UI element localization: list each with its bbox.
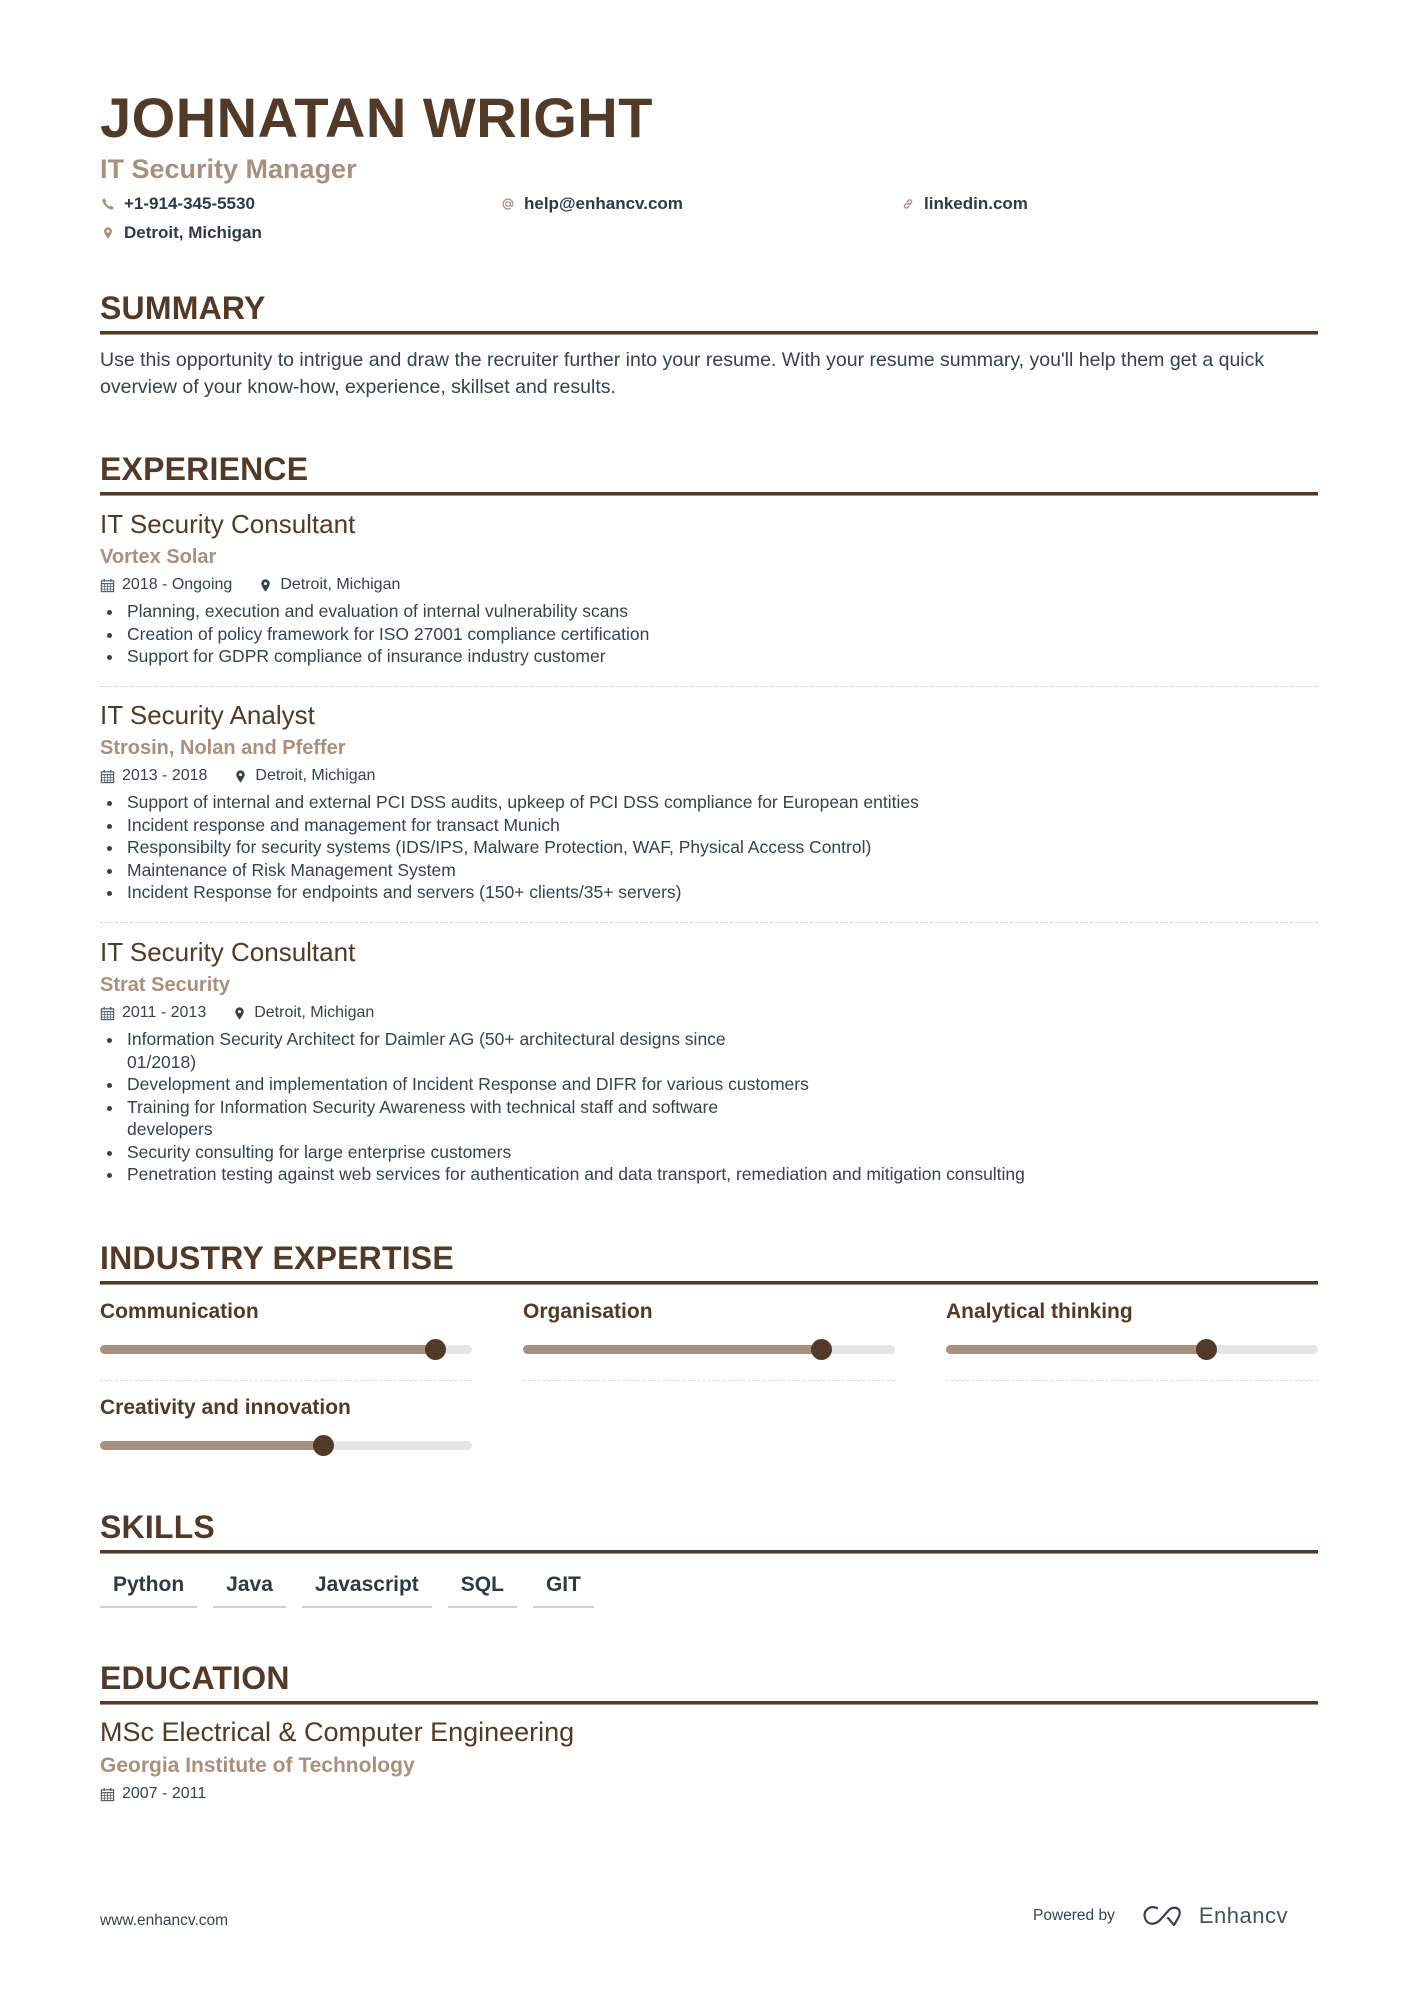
- bullet-item: Incident Response for endpoints and servers (150+ clients/35+ servers): [100, 881, 1318, 904]
- company-name: Vortex Solar: [100, 546, 217, 568]
- bullet-item: Incident response and management for transact Munich: [100, 814, 1318, 837]
- bullet-item: Support for GDPR compliance of insurance industry customer: [100, 645, 1318, 668]
- experience-entry: [100, 699, 1318, 904]
- expertise-item-communication: [100, 1299, 472, 1354]
- skills-list: [100, 1572, 1318, 1608]
- footer-branding: [1033, 1903, 1288, 1929]
- job-meta: [100, 1002, 1318, 1024]
- bullet-item: Security consulting for large enterprise customers: [100, 1141, 740, 1164]
- entry-divider: [100, 1380, 472, 1381]
- location-pin-icon: [233, 769, 248, 784]
- job-title: IT Security Consultant: [100, 937, 356, 967]
- calendar-icon: [100, 1006, 115, 1021]
- expertise-level-bar: [946, 1345, 1318, 1354]
- entry-divider: [100, 922, 1318, 923]
- bullet-item: Creation of policy framework for ISO 27001 compliance certification: [100, 623, 1318, 646]
- job-location: Detroit, Michigan: [233, 765, 375, 787]
- bullet-item: Maintenance of Risk Management System: [100, 859, 1318, 882]
- section-divider: [100, 492, 1318, 496]
- bullet-item: Responsibilty for security systems (IDS/IPS, Malware Protection, WAF, Physical Access Control): [100, 836, 1318, 859]
- bullet-item: Support of internal and external PCI DSS audits, upkeep of PCI DSS compliance for European entities: [100, 791, 1318, 814]
- contact-linkedin[interactable]: linkedin.com: [900, 193, 1028, 215]
- section-divider: [100, 1701, 1318, 1705]
- candidate-title: IT Security Manager: [100, 154, 357, 184]
- expertise-section: [100, 1239, 1318, 1285]
- bullet-item: Penetration testing against web services for authentication and data transport, remediation and mitigation consulting: [100, 1163, 1318, 1186]
- expertise-level-knob: [313, 1435, 334, 1456]
- expertise-level-knob: [811, 1339, 832, 1360]
- entry-divider: [523, 1380, 895, 1381]
- calendar-icon: [100, 578, 115, 593]
- calendar-icon: [100, 769, 115, 784]
- job-title: IT Security Consultant: [100, 509, 356, 539]
- job-meta: [100, 574, 1318, 596]
- location-pin-icon: [258, 578, 273, 593]
- enhancv-logo-icon: [1141, 1903, 1189, 1929]
- section-divider: [100, 331, 1318, 335]
- contact-location: Detroit, Michigan: [100, 222, 262, 244]
- skill-tag: Java: [213, 1572, 286, 1608]
- section-heading: EXPERIENCE: [100, 451, 309, 487]
- expertise-label: Analytical thinking: [946, 1300, 1133, 1323]
- link-icon: [900, 196, 916, 212]
- job-location: Detroit, Michigan: [258, 574, 400, 596]
- job-dates: 2011 - 2013: [100, 1002, 206, 1024]
- summary-text: Use this opportunity to intrigue and draw the recruiter further into your resume. With your resume summary, you'll help them get a quick overview of your know-how, experience, skillset and results.: [100, 349, 1265, 398]
- skill-tag: Python: [100, 1572, 197, 1608]
- job-dates: 2013 - 2018: [100, 765, 207, 787]
- expertise-item-organisation: [523, 1299, 895, 1354]
- job-bullets: [100, 1028, 1025, 1186]
- contact-phone: +1-914-345-5530: [100, 193, 255, 215]
- location-pin-icon: [232, 1006, 247, 1021]
- skill-tag: SQL: [448, 1572, 517, 1608]
- education-meta: [100, 1783, 1318, 1805]
- expertise-level-bar: [100, 1345, 472, 1354]
- section-heading: EDUCATION: [100, 1660, 290, 1696]
- experience-section: [100, 450, 1318, 496]
- expertise-item-creativity: [100, 1395, 472, 1450]
- calendar-icon: [100, 1787, 115, 1802]
- job-bullets: [100, 791, 1318, 904]
- school-name: Georgia Institute of Technology: [100, 1754, 415, 1777]
- section-heading: SKILLS: [100, 1509, 215, 1545]
- section-divider: [100, 1550, 1318, 1554]
- education-dates: 2007 - 2011: [100, 1783, 206, 1805]
- entry-divider: [100, 686, 1318, 687]
- skill-tag: GIT: [533, 1572, 594, 1608]
- section-heading: INDUSTRY EXPERTISE: [100, 1240, 454, 1276]
- expertise-level-fill: [946, 1345, 1206, 1354]
- candidate-name: JOHNATAN WRIGHT: [100, 86, 653, 149]
- enhancv-logo[interactable]: Enhancv: [1141, 1903, 1288, 1929]
- expertise-label: Creativity and innovation: [100, 1396, 351, 1419]
- expertise-item-analytical-thinking: [946, 1299, 1318, 1354]
- entry-divider: [946, 1380, 1318, 1381]
- job-title: IT Security Analyst: [100, 700, 315, 730]
- skill-tag: Javascript: [302, 1572, 432, 1608]
- degree-title: MSc Electrical & Computer Engineering: [100, 1717, 575, 1747]
- skills-section: [100, 1508, 1318, 1608]
- job-location: Detroit, Michigan: [232, 1002, 374, 1024]
- expertise-level-fill: [100, 1441, 323, 1450]
- section-divider: [100, 1281, 1318, 1285]
- expertise-level-knob: [425, 1339, 446, 1360]
- section-heading: SUMMARY: [100, 290, 266, 326]
- bullet-item: Training for Information Security Awareness with technical staff and software developers: [100, 1096, 740, 1141]
- experience-entry: [100, 936, 1318, 1186]
- experience-entry: [100, 508, 1318, 668]
- expertise-level-fill: [100, 1345, 435, 1354]
- expertise-label: Communication: [100, 1300, 259, 1323]
- job-dates: 2018 - Ongoing: [100, 574, 232, 596]
- bullet-item: Information Security Architect for Daimler AG (50+ architectural designs since 01/2018): [100, 1028, 740, 1073]
- company-name: Strosin, Nolan and Pfeffer: [100, 737, 346, 759]
- footer-website-link[interactable]: www.enhancv.com: [100, 1912, 229, 1929]
- bullet-item: Development and implementation of Incident Response and DIFR for various customers: [100, 1073, 1318, 1096]
- job-meta: [100, 765, 1318, 787]
- expertise-level-bar: [523, 1345, 895, 1354]
- company-name: Strat Security: [100, 974, 231, 996]
- expertise-label: Organisation: [523, 1300, 653, 1323]
- education-entry: [100, 1715, 1318, 1805]
- expertise-level-bar: [100, 1441, 472, 1450]
- phone-icon: [100, 196, 116, 212]
- expertise-level-fill: [523, 1345, 821, 1354]
- expertise-level-knob: [1196, 1339, 1217, 1360]
- contact-email[interactable]: help@enhancv.com: [500, 193, 683, 215]
- bullet-item: Planning, execution and evaluation of internal vulnerability scans: [100, 600, 1318, 623]
- powered-by-label: Powered by: [1033, 1907, 1115, 1924]
- location-pin-icon: [100, 225, 116, 241]
- at-icon: [500, 196, 516, 212]
- summary-section: [100, 289, 1318, 401]
- education-section: [100, 1659, 1318, 1805]
- job-bullets: [100, 600, 1318, 668]
